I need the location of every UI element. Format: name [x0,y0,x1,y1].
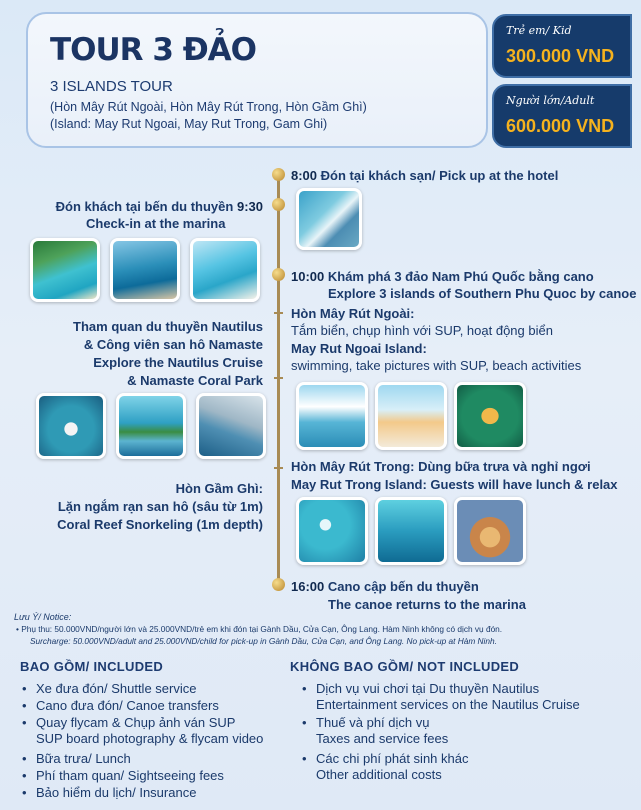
step-explore-text: Khám phá 3 đảo Nam Phú Quốc bằng cano [327,269,594,284]
photo-cruise [196,393,266,459]
photo-lunch [454,497,526,565]
nautilus-line-1: Tham quan du thuyền Nautilus [73,319,263,334]
nautilus-line-3: Explore the Nautilus Cruise [93,355,263,370]
not-included-item-cont: Entertainment services on the Nautilus Cruise [316,697,580,712]
timeline-dot [272,198,285,211]
included-item: • Xe đưa đón/ Shuttle service [36,680,196,697]
nautilus-line-2: & Công viên san hô Namaste [83,337,263,352]
included-item: • Bảo hiểm du lịch/ Insurance [36,784,196,801]
photo-parasail [116,393,186,459]
timeline-tick [274,312,283,314]
price-value-adult: 600.000 VND [506,116,615,136]
nautilus-line-4: & Namaste Coral Park [127,373,263,388]
step-explore-en: Explore 3 islands of Southern Phu Quoc by canoe [328,286,637,301]
trong-en: May Rut Trong Island: Guests will have lunch & relax [291,477,618,492]
photo-aerial [296,497,368,565]
step-pickup [291,167,558,184]
step-marina-en: Check-in at the marina [86,216,226,231]
included-item-cont: SUP board photography & flycam video [36,731,264,746]
not-included-item: • Thuế và phí dịch vụ [316,714,429,731]
step-marina [56,198,263,215]
step-return-time: 16:00 [291,579,325,594]
price-label-kid: Trẻ em/ Kid [506,24,572,37]
photo-marina [296,188,362,250]
step-marina-text: Đón khách tại bến du thuyền [55,199,234,214]
ngoai-en-text: swimming, take pictures with SUP, beach activities [291,358,582,373]
step-return-text: Cano cập bến du thuyền [327,579,479,594]
islands-en: (Island: May Rut Ngoai, May Rut Trong, Gam Ghi) [50,117,328,131]
step-return [291,578,479,595]
notice-line-1: • Phụ thu: 50.000VND/người lớn và 25.000VND/trẻ em khi đón tại Gành Dầu, Cửa Cạn, Ông Lang. Hàm Ninh không có dịch vụ đón. [16,624,503,634]
photo-beach [30,238,100,302]
not-included-item: • Các chi phí phát sinh khác [316,750,468,767]
price-box-adult [492,84,632,148]
ngoai-vi-text: Tắm biển, chụp hình với SUP, hoạt động biển [291,323,553,338]
step-pickup-time: 8:00 [291,168,318,183]
ngoai-vi-title: Hòn Mây Rút Ngoài: [291,306,415,321]
ngoai-en-title: May Rut Ngoai Island: [291,341,427,356]
not-included-item-cont: Taxes and service fees [316,731,449,746]
trong-vi: Hòn Mây Rút Trong: Dùng bữa trưa và nghỉ ngơi [291,459,591,474]
photo-couple [375,382,447,450]
step-marina-time: 9:30 [236,199,263,214]
included-item: • Phí tham quan/ Sightseeing fees [36,767,224,784]
price-box-kid [492,14,632,78]
included-item: • Cano đưa đón/ Canoe transfers [36,697,219,714]
islands-vi: (Hòn Mây Rút Ngoài, Hòn Mây Rút Trong, Hòn Gầm Ghì) [50,100,367,114]
notice-line-2: Surcharge: 50.000VND/adult and 25.000VND/child for pick-up in Gành Dầu, Cửa Cạn, and Ông Lang. No pick-up at Hàm Ninh. [30,636,497,646]
step-pickup-text: Đón tại khách sạn/ Pick up at the hotel [320,168,559,183]
step-return-en: The canoe returns to the marina [328,597,526,612]
photo-canoes [296,382,368,450]
not-included-heading: KHÔNG BAO GỒM/ NOT INCLUDED [290,659,520,674]
timeline-tick [274,467,283,469]
timeline-dot [272,168,285,181]
gamghi-line-1: Hòn Gầm Ghì: [175,481,263,496]
step-explore [291,268,594,285]
photo-sup [454,382,526,450]
step-explore-time: 10:00 [291,269,325,284]
not-included-item: • Dịch vụ vui chơi tại Du thuyền Nautilus [316,680,539,697]
photo-boat-bow [190,238,260,302]
included-item: • Bữa trưa/ Lunch [36,750,131,767]
timeline-dot [272,268,285,281]
timeline-tick [274,377,283,379]
price-value-kid: 300.000 VND [506,46,615,66]
photo-seawalker [36,393,106,459]
page-subtitle: 3 ISLANDS TOUR [50,78,173,95]
photo-boat [110,238,180,302]
notice-title: Lưu Ý/ Notice: [14,612,72,622]
gamghi-line-2: Lặn ngắm rạn san hô (sâu từ 1m) [57,499,263,514]
photo-snorkel [375,497,447,565]
header-card [26,12,488,148]
page-title: TOUR 3 ĐẢO [50,32,257,68]
included-heading: BAO GỒM/ INCLUDED [20,659,164,674]
timeline-dot [272,578,285,591]
timeline-line [277,170,280,590]
price-label-adult: Người lớn/Adult [506,94,595,107]
gamghi-line-3: Coral Reef Snorkeling (1m depth) [57,517,263,532]
included-item: • Quay flycam & Chụp ảnh ván SUP [36,714,235,731]
not-included-item-cont: Other additional costs [316,767,442,782]
